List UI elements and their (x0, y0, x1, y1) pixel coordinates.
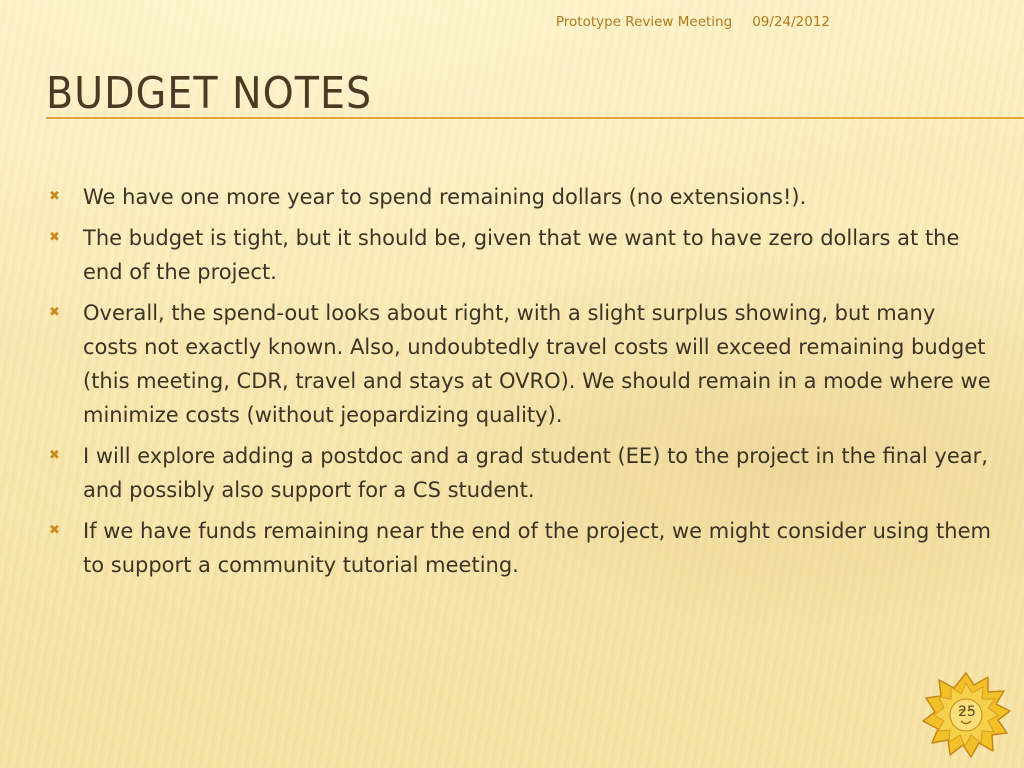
bullet-item-5 (46, 514, 996, 582)
bullet-text: We have one more year to spend remaining dollars (no extensions!). (83, 185, 807, 209)
bullet-text: I will explore adding a postdoc and a grad student (EE) to the project in the final year, and possibly also support for a CS student. (83, 444, 988, 502)
x-mark-icon: ✖ (49, 448, 60, 463)
x-mark-icon: ✖ (49, 189, 60, 204)
bullet-item-4 (46, 439, 996, 507)
meeting-date: 09/24/2012 (752, 14, 830, 30)
bullet-item-1 (46, 180, 996, 214)
bullet-text: Overall, the spend-out looks about right, with a slight surplus showing, but many costs not exactly known. Also, undoubtedly travel costs will exceed remaining budget (this meeting, CDR, travel and stays at OVRO). We should remain in a mode where we minimize costs (without jeopardizing quality). (83, 301, 991, 427)
slide-title: BUDGET NOTES (46, 68, 373, 119)
bullet-text: The budget is tight, but it should be, given that we want to have zero dollars at the end of the project. (83, 226, 960, 284)
x-mark-icon: ✖ (49, 523, 60, 538)
bullet-text: If we have funds remaining near the end of the project, we might consider using them to support a community tutorial meeting. (83, 519, 991, 577)
x-mark-icon: ✖ (49, 230, 60, 245)
x-mark-icon: ✖ (49, 305, 60, 320)
slide-header (556, 14, 830, 30)
meeting-name: Prototype Review Meeting (555, 14, 733, 30)
bullet-list (46, 180, 996, 589)
bullet-item-2 (46, 221, 996, 289)
page-number: 25 (958, 704, 976, 720)
title-underline (46, 117, 1024, 119)
bullet-item-3 (46, 296, 996, 432)
